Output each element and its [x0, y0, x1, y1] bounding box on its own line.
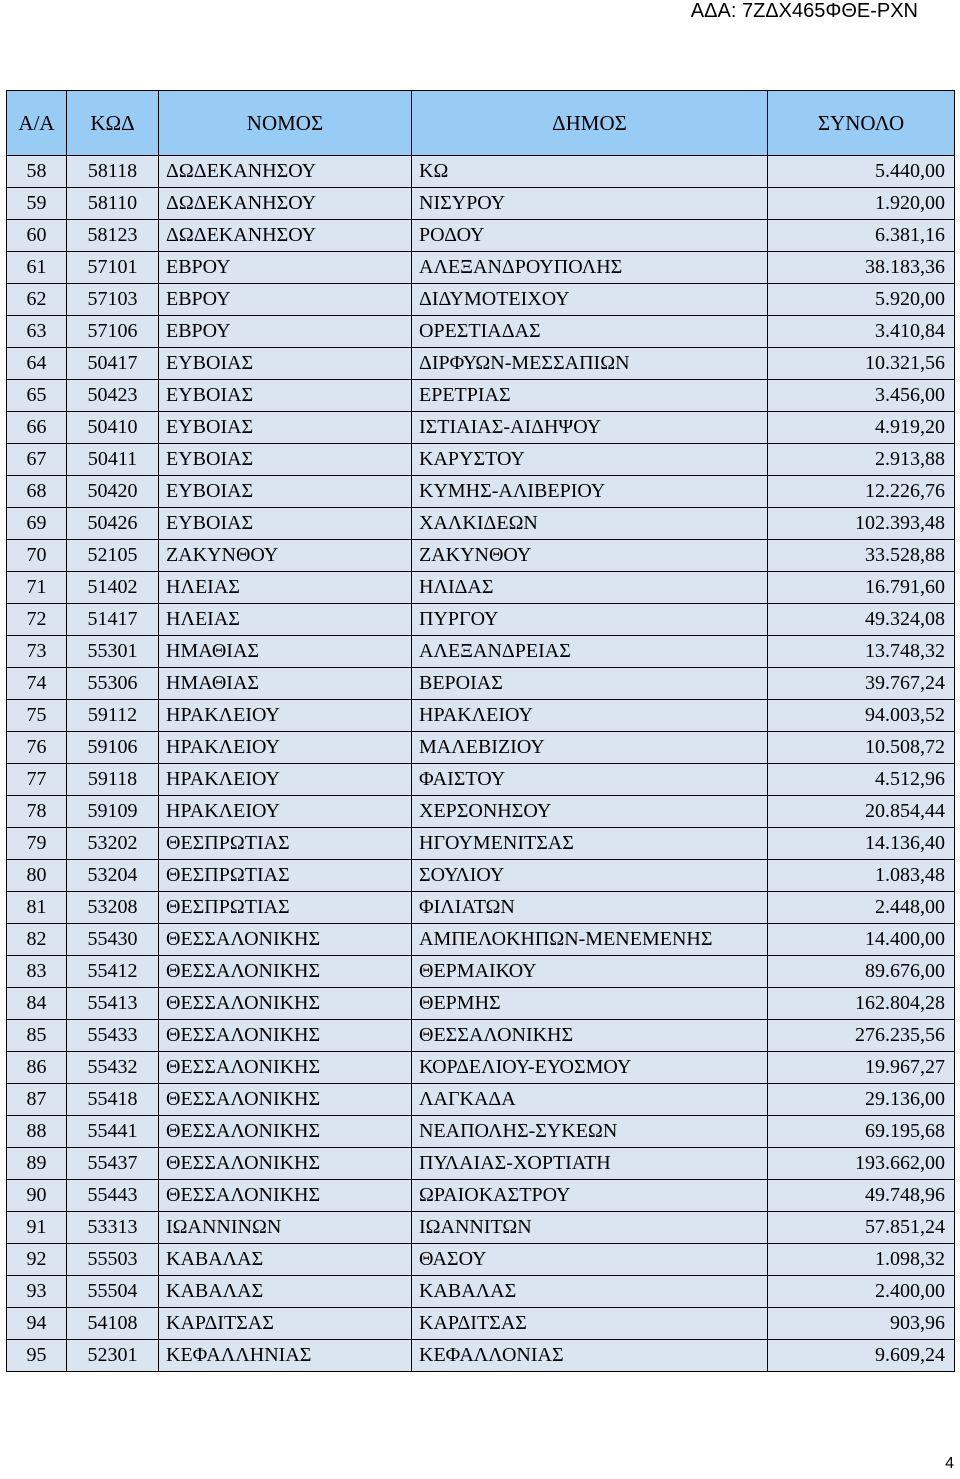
row-municipality: ΚΑΡΔΙΤΣΑΣ [412, 1308, 768, 1340]
row-code: 50423 [67, 380, 159, 412]
row-number: 63 [7, 316, 67, 348]
row-total: 162.804,28 [768, 988, 955, 1020]
table-row [7, 220, 955, 252]
row-number: 83 [7, 956, 67, 988]
row-municipality: ΗΛΙΔΑΣ [412, 572, 768, 604]
row-municipality: ΧΕΡΣΟΝΗΣΟΥ [412, 796, 768, 828]
table-row [7, 1116, 955, 1148]
table-row [7, 316, 955, 348]
row-total: 3.410,84 [768, 316, 955, 348]
row-prefecture: ΘΕΣΣΑΛΟΝΙΚΗΣ [159, 988, 412, 1020]
row-prefecture: ΙΩΑΝΝΙΝΩΝ [159, 1212, 412, 1244]
row-number: 71 [7, 572, 67, 604]
row-number: 86 [7, 1052, 67, 1084]
page-number: 4 [945, 1455, 954, 1472]
row-code: 58118 [67, 156, 159, 188]
row-total: 10.508,72 [768, 732, 955, 764]
row-municipality: ΑΜΠΕΛΟΚΗΠΩΝ-ΜΕΝΕΜΕΝΗΣ [412, 924, 768, 956]
row-total: 1.920,00 [768, 188, 955, 220]
row-code: 57103 [67, 284, 159, 316]
table-row [7, 828, 955, 860]
row-total: 10.321,56 [768, 348, 955, 380]
row-prefecture: ΗΡΑΚΛΕΙΟΥ [159, 764, 412, 796]
row-code: 53204 [67, 860, 159, 892]
row-code: 55306 [67, 668, 159, 700]
row-municipality: ΠΥΛΑΙΑΣ-ΧΟΡΤΙΑΤΗ [412, 1148, 768, 1180]
row-total: 276.235,56 [768, 1020, 955, 1052]
row-code: 50420 [67, 476, 159, 508]
row-municipality: ΖΑΚΥΝΘΟΥ [412, 540, 768, 572]
row-prefecture: ΘΕΣΣΑΛΟΝΙΚΗΣ [159, 1084, 412, 1116]
row-prefecture: ΚΑΒΑΛΑΣ [159, 1244, 412, 1276]
ada-code: ΑΔΑ: 7ΖΔΧ465ΦΘΕ-ΡΧΝ [690, 0, 918, 22]
row-total: 903,96 [768, 1308, 955, 1340]
row-total: 4.512,96 [768, 764, 955, 796]
row-municipality: ΔΙΡΦΥΩΝ-ΜΕΣΣΑΠΙΩΝ [412, 348, 768, 380]
row-number: 88 [7, 1116, 67, 1148]
table-row [7, 1276, 955, 1308]
col-header-aa: Α/Α [7, 91, 67, 156]
row-code: 55503 [67, 1244, 159, 1276]
row-number: 74 [7, 668, 67, 700]
table-row [7, 1308, 955, 1340]
table-row [7, 1244, 955, 1276]
row-code: 50411 [67, 444, 159, 476]
table-row [7, 156, 955, 188]
row-prefecture: ΘΕΣΣΑΛΟΝΙΚΗΣ [159, 924, 412, 956]
row-number: 92 [7, 1244, 67, 1276]
row-municipality: ΡΟΔΟΥ [412, 220, 768, 252]
row-code: 55443 [67, 1180, 159, 1212]
row-prefecture: ΘΕΣΠΡΩΤΙΑΣ [159, 860, 412, 892]
row-total: 2.400,00 [768, 1276, 955, 1308]
row-total: 89.676,00 [768, 956, 955, 988]
row-municipality: ΑΛΕΞΑΝΔΡΕΙΑΣ [412, 636, 768, 668]
table-row [7, 924, 955, 956]
row-code: 55441 [67, 1116, 159, 1148]
row-prefecture: ΘΕΣΣΑΛΟΝΙΚΗΣ [159, 956, 412, 988]
row-code: 54108 [67, 1308, 159, 1340]
row-number: 65 [7, 380, 67, 412]
table-row [7, 508, 955, 540]
row-prefecture: ΕΥΒΟΙΑΣ [159, 444, 412, 476]
row-municipality: ΠΥΡΓΟΥ [412, 604, 768, 636]
row-code: 50417 [67, 348, 159, 380]
row-number: 93 [7, 1276, 67, 1308]
row-code: 55413 [67, 988, 159, 1020]
row-number: 70 [7, 540, 67, 572]
table-row [7, 764, 955, 796]
row-prefecture: ΘΕΣΠΡΩΤΙΑΣ [159, 892, 412, 924]
row-prefecture: ΘΕΣΣΑΛΟΝΙΚΗΣ [159, 1052, 412, 1084]
table-row [7, 668, 955, 700]
row-number: 77 [7, 764, 67, 796]
row-number: 81 [7, 892, 67, 924]
table-row [7, 284, 955, 316]
row-code: 52105 [67, 540, 159, 572]
row-municipality: ΔΙΔΥΜΟΤΕΙΧΟΥ [412, 284, 768, 316]
row-code: 58123 [67, 220, 159, 252]
row-prefecture: ΘΕΣΣΑΛΟΝΙΚΗΣ [159, 1116, 412, 1148]
row-prefecture: ΗΜΑΘΙΑΣ [159, 668, 412, 700]
row-municipality: ΦΙΛΙΑΤΩΝ [412, 892, 768, 924]
row-total: 20.854,44 [768, 796, 955, 828]
row-total: 9.609,24 [768, 1340, 955, 1372]
row-code: 55412 [67, 956, 159, 988]
table-row [7, 380, 955, 412]
row-total: 14.136,40 [768, 828, 955, 860]
row-number: 76 [7, 732, 67, 764]
row-code: 55301 [67, 636, 159, 668]
row-total: 4.919,20 [768, 412, 955, 444]
table-row [7, 540, 955, 572]
row-code: 53313 [67, 1212, 159, 1244]
row-number: 94 [7, 1308, 67, 1340]
row-prefecture: ΕΥΒΟΙΑΣ [159, 476, 412, 508]
row-code: 59109 [67, 796, 159, 828]
row-municipality: ΙΣΤΙΑΙΑΣ-ΑΙΔΗΨΟΥ [412, 412, 768, 444]
table-row [7, 572, 955, 604]
row-total: 193.662,00 [768, 1148, 955, 1180]
table-row [7, 252, 955, 284]
row-prefecture: ΗΜΑΘΙΑΣ [159, 636, 412, 668]
row-number: 85 [7, 1020, 67, 1052]
table-row [7, 412, 955, 444]
row-code: 51417 [67, 604, 159, 636]
row-total: 49.324,08 [768, 604, 955, 636]
row-total: 33.528,88 [768, 540, 955, 572]
row-municipality: ΚΥΜΗΣ-ΑΛΙΒΕΡΙΟΥ [412, 476, 768, 508]
row-code: 55433 [67, 1020, 159, 1052]
row-total: 14.400,00 [768, 924, 955, 956]
row-municipality: ΛΑΓΚΑΔΑ [412, 1084, 768, 1116]
row-number: 73 [7, 636, 67, 668]
row-municipality: ΘΑΣΟΥ [412, 1244, 768, 1276]
row-code: 50426 [67, 508, 159, 540]
table-row [7, 1180, 955, 1212]
row-municipality: ΩΡΑΙΟΚΑΣΤΡΟΥ [412, 1180, 768, 1212]
table-row [7, 700, 955, 732]
row-total: 5.440,00 [768, 156, 955, 188]
row-number: 89 [7, 1148, 67, 1180]
row-code: 53208 [67, 892, 159, 924]
row-number: 84 [7, 988, 67, 1020]
row-prefecture: ΚΑΒΑΛΑΣ [159, 1276, 412, 1308]
row-municipality: ΣΟΥΛΙΟΥ [412, 860, 768, 892]
col-header-prefecture: ΝΟΜΟΣ [159, 91, 412, 156]
row-prefecture: ΘΕΣΠΡΩΤΙΑΣ [159, 828, 412, 860]
row-municipality: ΑΛΕΞΑΝΔΡΟΥΠΟΛΗΣ [412, 252, 768, 284]
row-prefecture: ΕΥΒΟΙΑΣ [159, 380, 412, 412]
table-header-row [7, 91, 955, 156]
table-row [7, 1212, 955, 1244]
row-code: 59112 [67, 700, 159, 732]
table-row [7, 956, 955, 988]
row-code: 55432 [67, 1052, 159, 1084]
row-total: 12.226,76 [768, 476, 955, 508]
row-number: 59 [7, 188, 67, 220]
row-total: 39.767,24 [768, 668, 955, 700]
col-header-code: ΚΩΔ [67, 91, 159, 156]
row-prefecture: ΘΕΣΣΑΛΟΝΙΚΗΣ [159, 1148, 412, 1180]
row-total: 94.003,52 [768, 700, 955, 732]
row-total: 13.748,32 [768, 636, 955, 668]
table-row [7, 188, 955, 220]
table-row [7, 732, 955, 764]
row-total: 16.791,60 [768, 572, 955, 604]
table-row [7, 1340, 955, 1372]
table-row [7, 444, 955, 476]
row-municipality: ΚΟΡΔΕΛΙΟΥ-ΕΥΟΣΜΟΥ [412, 1052, 768, 1084]
row-total: 19.967,27 [768, 1052, 955, 1084]
row-code: 53202 [67, 828, 159, 860]
row-total: 1.083,48 [768, 860, 955, 892]
row-number: 82 [7, 924, 67, 956]
row-total: 102.393,48 [768, 508, 955, 540]
row-number: 64 [7, 348, 67, 380]
row-total: 49.748,96 [768, 1180, 955, 1212]
col-header-municipality: ΔΗΜΟΣ [412, 91, 768, 156]
table-row [7, 1148, 955, 1180]
row-municipality: ΘΕΡΜΗΣ [412, 988, 768, 1020]
row-number: 79 [7, 828, 67, 860]
row-municipality: ΒΕΡΟΙΑΣ [412, 668, 768, 700]
row-prefecture: ΗΛΕΙΑΣ [159, 572, 412, 604]
row-total: 57.851,24 [768, 1212, 955, 1244]
row-number: 69 [7, 508, 67, 540]
row-prefecture: ΕΥΒΟΙΑΣ [159, 412, 412, 444]
row-code: 55437 [67, 1148, 159, 1180]
row-prefecture: ΕΒΡΟΥ [159, 316, 412, 348]
row-code: 55504 [67, 1276, 159, 1308]
row-number: 68 [7, 476, 67, 508]
table-row [7, 1020, 955, 1052]
table-row [7, 636, 955, 668]
row-prefecture: ΕΒΡΟΥ [159, 284, 412, 316]
row-number: 60 [7, 220, 67, 252]
table-row [7, 604, 955, 636]
row-municipality: ΕΡΕΤΡΙΑΣ [412, 380, 768, 412]
row-total: 6.381,16 [768, 220, 955, 252]
row-code: 59118 [67, 764, 159, 796]
row-prefecture: ΖΑΚΥΝΘΟΥ [159, 540, 412, 572]
row-prefecture: ΔΩΔΕΚΑΝΗΣΟΥ [159, 188, 412, 220]
row-prefecture: ΕΥΒΟΙΑΣ [159, 508, 412, 540]
row-prefecture: ΗΡΑΚΛΕΙΟΥ [159, 732, 412, 764]
row-prefecture: ΚΑΡΔΙΤΣΑΣ [159, 1308, 412, 1340]
row-municipality: ΘΕΡΜΑΙΚΟΥ [412, 956, 768, 988]
table-row [7, 796, 955, 828]
table-row [7, 348, 955, 380]
row-total: 69.195,68 [768, 1116, 955, 1148]
row-municipality: ΙΩΑΝΝΙΤΩΝ [412, 1212, 768, 1244]
row-total: 29.136,00 [768, 1084, 955, 1116]
table-row [7, 476, 955, 508]
row-municipality: ΦΑΙΣΤΟΥ [412, 764, 768, 796]
row-code: 51402 [67, 572, 159, 604]
table-row [7, 1084, 955, 1116]
row-total: 5.920,00 [768, 284, 955, 316]
row-number: 67 [7, 444, 67, 476]
table-row [7, 988, 955, 1020]
row-number: 75 [7, 700, 67, 732]
row-code: 58110 [67, 188, 159, 220]
row-number: 80 [7, 860, 67, 892]
table-row [7, 1052, 955, 1084]
row-municipality: ΚΑΡΥΣΤΟΥ [412, 444, 768, 476]
row-number: 72 [7, 604, 67, 636]
table-row [7, 860, 955, 892]
row-code: 52301 [67, 1340, 159, 1372]
row-municipality: ΧΑΛΚΙΔΕΩΝ [412, 508, 768, 540]
row-municipality: ΗΡΑΚΛΕΙΟΥ [412, 700, 768, 732]
table-row [7, 892, 955, 924]
row-total: 38.183,36 [768, 252, 955, 284]
row-municipality: ΚΕΦΑΛΛΟΝΙΑΣ [412, 1340, 768, 1372]
row-municipality: ΜΑΛΕΒΙΖΙΟΥ [412, 732, 768, 764]
row-number: 62 [7, 284, 67, 316]
row-prefecture: ΕΒΡΟΥ [159, 252, 412, 284]
row-municipality: ΝΙΣΥΡΟΥ [412, 188, 768, 220]
allocation-table [6, 90, 955, 1372]
row-prefecture: ΔΩΔΕΚΑΝΗΣΟΥ [159, 220, 412, 252]
row-prefecture: ΕΥΒΟΙΑΣ [159, 348, 412, 380]
row-number: 61 [7, 252, 67, 284]
row-code: 55430 [67, 924, 159, 956]
row-prefecture: ΗΡΑΚΛΕΙΟΥ [159, 796, 412, 828]
row-number: 66 [7, 412, 67, 444]
row-prefecture: ΔΩΔΕΚΑΝΗΣΟΥ [159, 156, 412, 188]
row-number: 58 [7, 156, 67, 188]
row-prefecture: ΘΕΣΣΑΛΟΝΙΚΗΣ [159, 1020, 412, 1052]
row-total: 2.448,00 [768, 892, 955, 924]
row-code: 57101 [67, 252, 159, 284]
row-number: 78 [7, 796, 67, 828]
row-prefecture: ΗΡΑΚΛΕΙΟΥ [159, 700, 412, 732]
table-body [7, 156, 955, 1372]
row-number: 95 [7, 1340, 67, 1372]
row-prefecture: ΚΕΦΑΛΛΗΝΙΑΣ [159, 1340, 412, 1372]
row-total: 1.098,32 [768, 1244, 955, 1276]
row-number: 87 [7, 1084, 67, 1116]
row-prefecture: ΗΛΕΙΑΣ [159, 604, 412, 636]
row-total: 2.913,88 [768, 444, 955, 476]
row-number: 91 [7, 1212, 67, 1244]
row-total: 3.456,00 [768, 380, 955, 412]
row-municipality: ΝΕΑΠΟΛΗΣ-ΣΥΚΕΩΝ [412, 1116, 768, 1148]
row-municipality: ΚΩ [412, 156, 768, 188]
row-code: 59106 [67, 732, 159, 764]
row-code: 57106 [67, 316, 159, 348]
row-code: 55418 [67, 1084, 159, 1116]
row-municipality: ΚΑΒΑΛΑΣ [412, 1276, 768, 1308]
row-number: 90 [7, 1180, 67, 1212]
col-header-total: ΣΥΝΟΛΟ [768, 91, 955, 156]
row-municipality: ΘΕΣΣΑΛΟΝΙΚΗΣ [412, 1020, 768, 1052]
row-code: 50410 [67, 412, 159, 444]
row-municipality: ΟΡΕΣΤΙΑΔΑΣ [412, 316, 768, 348]
row-municipality: ΗΓΟΥΜΕΝΙΤΣΑΣ [412, 828, 768, 860]
row-prefecture: ΘΕΣΣΑΛΟΝΙΚΗΣ [159, 1180, 412, 1212]
